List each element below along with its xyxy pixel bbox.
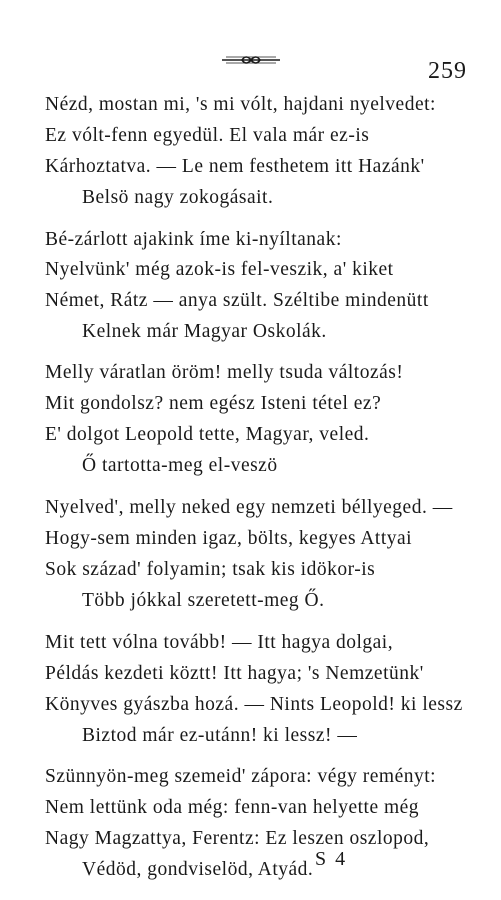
verse-line: Mit tett vólna tovább! — Itt hagya dolgai, bbox=[45, 632, 394, 653]
page-number: 259 bbox=[428, 58, 467, 84]
verse-line: Szünnyön-meg szemeid' zápora: végy reményt: bbox=[45, 766, 437, 787]
verse-line: Melly váratlan öröm! melly tsuda változás! bbox=[45, 362, 404, 383]
verse-line: Kelnek már Magyar Oskolák. bbox=[82, 321, 327, 342]
verse-line: Példás kezdeti köztt! Itt hagya; 's Nemzetünk' bbox=[45, 663, 424, 684]
verse-line: Több jókkal szeretett-meg Ő. bbox=[82, 590, 325, 611]
verse-line: Nyelvünk' még azok-is fel-veszik, a' kiket bbox=[45, 259, 394, 280]
verse-line: Német, Rátz — anya szült. Széltibe mindenütt bbox=[45, 290, 429, 311]
verse-line: Ő tartotta-meg el-veszö bbox=[82, 455, 278, 476]
signature-mark: S 4 bbox=[315, 848, 348, 870]
verse-line: E' dolgot Leopold tette, Magyar, veled. bbox=[45, 424, 370, 445]
ornament-icon bbox=[222, 54, 280, 66]
verse-line: Védöd, gondviselöd, Atyád. bbox=[82, 859, 314, 880]
verse-line: Bé-zárlott ajakink íme ki-nyíltanak: bbox=[45, 229, 342, 250]
verse-line: Könyves gyászba hozá. — Nints Leopold! ki lessz bbox=[45, 694, 463, 715]
verse-line: Hogy-sem minden igaz, bölts, kegyes Attyai bbox=[45, 528, 413, 549]
verse-line: Nagy Magzattya, Ferentz: Ez leszen oszlopod, bbox=[45, 828, 430, 849]
verse-line: Ez vólt-fenn egyedül. El vala már ez-is bbox=[45, 125, 370, 146]
verse-line: Mit gondolsz? nem egész Isteni tétel ez? bbox=[45, 393, 382, 414]
verse-line: Biztod már ez-utánn! ki lessz! — bbox=[82, 725, 358, 746]
verse-line: Nézd, mostan mi, 's mi vólt, hajdani nyelvedet: bbox=[45, 94, 436, 115]
verse-line: Nyelved', melly neked egy nemzeti béllyeged. — bbox=[45, 497, 453, 518]
verse-line: Nem lettünk oda még: fenn-van helyette még bbox=[45, 797, 420, 818]
verse-line: Kárhoztatva. — Le nem festhetem itt Hazánk' bbox=[45, 156, 425, 177]
verse-line: Sok század' folyamin; tsak kis idökor-is bbox=[45, 559, 376, 580]
verse-line: Belsö nagy zokogásait. bbox=[82, 187, 274, 208]
